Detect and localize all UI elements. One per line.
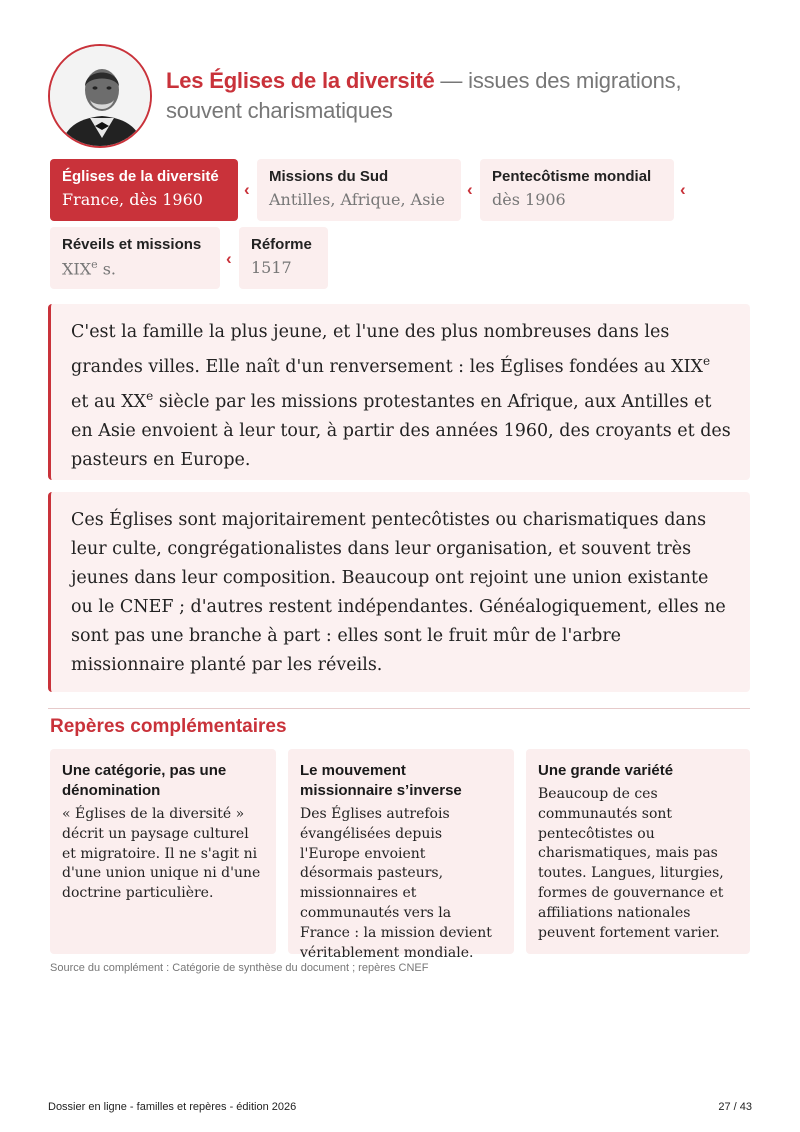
chip-label: Réforme [251, 236, 312, 253]
card-title: Une grande variété [538, 762, 674, 779]
timeline-chip-reforme[interactable] [239, 227, 328, 289]
section-divider [48, 708, 750, 709]
complement-card [288, 749, 514, 961]
source-note: Source du complément : Catégorie de synthèse du document ; repères CNEF [50, 962, 429, 974]
card-title: Le mouvement missionnaire s’inverse [300, 762, 462, 799]
page-title [166, 66, 746, 126]
chip-sub: 1517 [251, 258, 292, 277]
portrait-photo [48, 44, 152, 148]
timeline-chip-missions-sud[interactable] [257, 159, 461, 221]
chip-label: Églises de la diversité [62, 168, 219, 185]
chip-label: Missions du Sud [269, 168, 389, 185]
chevron-left-icon: ‹ [467, 180, 473, 199]
chevron-left-icon: ‹ [226, 249, 232, 268]
chip-sub: XIXe s. [62, 258, 117, 279]
detail-paragraph: Ces Églises sont majoritairement pentecôtistes ou charismatiques dans leur culte, congrégationalistes dans leur organisation, et souvent très jeunes dans leur composition. Beaucoup ont rejoint une union existante ou le CNEF ; d'autres restent indépendantes. Généalogiquement, elles ne sont pas une branche à part : elles sont le fruit mûr de l'arbre missionnaire planté par les réveils. [48, 492, 750, 692]
card-text: Des Églises autrefois évangélisées depuis l'Europe envoient désormais pasteurs, missionnaires et communautés vers la France : la mission devient véritablement mondiale. [300, 806, 492, 961]
page-number: 27 / 43 [718, 1101, 752, 1113]
chip-label: Pentecôtisme mondial [492, 168, 652, 185]
title-subtitle: — issues des migrations, souvent charismatiques [166, 68, 682, 123]
intro-paragraph: C'est la famille la plus jeune, et l'une des plus nombreuses dans les grandes villes. Elle naît d'un renversement : les Églises fondées au XIXe et au XXe siècle par les missions protestantes en Afrique, aux Antilles et en Asie envoient à leur tour, à partir des années 1960, des croyants et des pasteurs en Europe. [48, 304, 750, 480]
timeline-chip-eglises-diversite[interactable] [50, 159, 238, 221]
complement-card [526, 749, 750, 954]
title-main: Les Églises de la diversité [166, 68, 435, 93]
card-title: Une catégorie, pas une dénomination [62, 762, 227, 799]
complement-card [50, 749, 276, 954]
section-title: Repères complémentaires [50, 716, 287, 737]
card-text: « Églises de la diversité » décrit un paysage culturel et migratoire. Il ne s'agit ni d'une union unique ni d'une doctrine particulière. [62, 806, 261, 902]
timeline-chip-pentecotisme[interactable] [480, 159, 674, 221]
timeline-chip-reveils[interactable] [50, 227, 220, 289]
footer-document-title: Dossier en ligne - familles et repères - édition 2026 [48, 1101, 297, 1113]
chip-sub: dès 1906 [492, 190, 566, 209]
card-text: Beaucoup de ces communautés sont pentecôtistes ou charismatiques, mais pas toutes. Langues, liturgies, formes de gouvernance et affiliations nationales peuvent fortement varier. [538, 786, 724, 941]
chevron-left-icon: ‹ [680, 180, 686, 199]
chip-sub: Antilles, Afrique, Asie [269, 190, 445, 209]
chevron-left-icon: ‹ [244, 180, 250, 199]
page-header [48, 44, 752, 154]
chip-sub: France, dès 1960 [62, 190, 203, 209]
chip-label: Réveils et missions [62, 236, 202, 253]
